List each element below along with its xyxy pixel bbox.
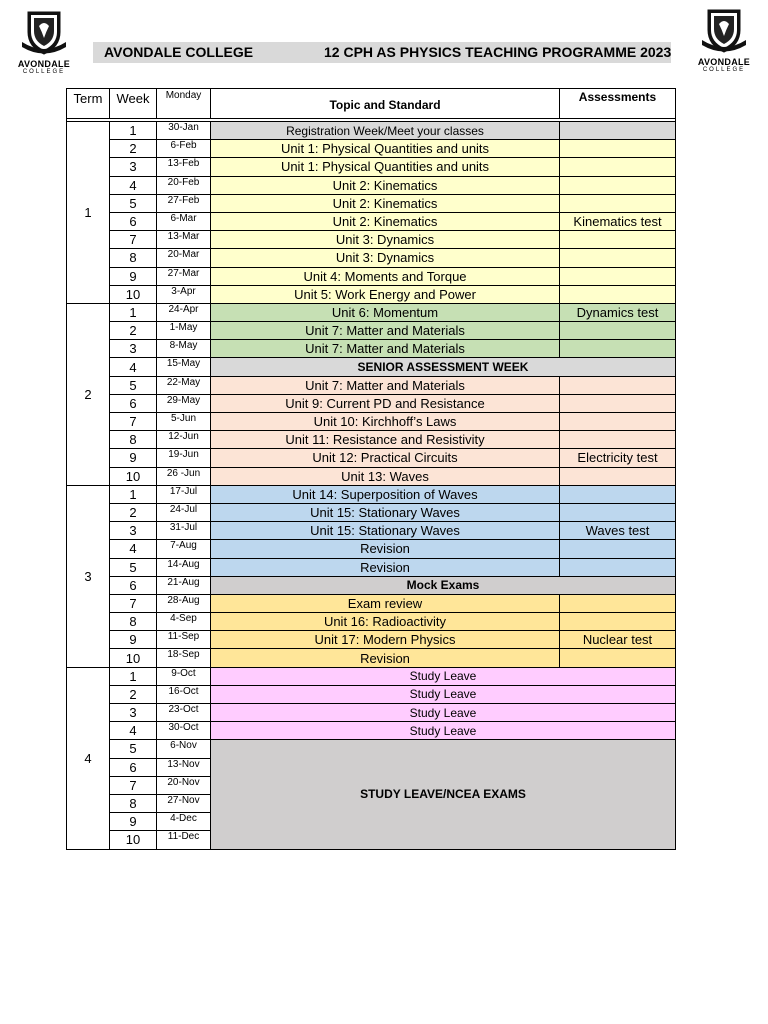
assessment-cell — [560, 194, 676, 212]
table-row — [67, 649, 676, 667]
table-row — [67, 431, 676, 449]
monday-date-cell: 20-Nov — [157, 776, 211, 794]
assessment-cell: Dynamics test — [560, 303, 676, 321]
topic-cell: Unit 2: Kinematics — [211, 212, 560, 230]
week-cell: 9 — [110, 449, 157, 467]
assessment-cell — [560, 285, 676, 303]
topic-cell: Unit 15: Stationary Waves — [211, 522, 560, 540]
assessment-cell — [560, 394, 676, 412]
week-cell: 1 — [110, 122, 157, 140]
topic-cell: Unit 7: Matter and Materials — [211, 376, 560, 394]
week-cell: 4 — [110, 358, 157, 376]
week-cell: 10 — [110, 285, 157, 303]
topic-cell: Unit 5: Work Energy and Power — [211, 285, 560, 303]
monday-date-cell: 23-Oct — [157, 704, 211, 722]
monday-date-cell: 29-May — [157, 394, 211, 412]
topic-cell: Unit 12: Practical Circuits — [211, 449, 560, 467]
assessment-cell — [560, 158, 676, 176]
table-row — [67, 467, 676, 485]
monday-date-cell: 22-May — [157, 376, 211, 394]
college-logo-right — [697, 6, 751, 80]
assessment-cell — [560, 485, 676, 503]
assessment-cell — [560, 122, 676, 140]
topic-cell: Unit 3: Dynamics — [211, 249, 560, 267]
topic-cell: Unit 3: Dynamics — [211, 231, 560, 249]
topic-cell: Unit 7: Matter and Materials — [211, 322, 560, 340]
table-row — [67, 140, 676, 158]
table-row — [67, 558, 676, 576]
week-cell: 5 — [110, 558, 157, 576]
crest-shield-icon — [699, 6, 749, 56]
table-row — [67, 303, 676, 321]
week-cell: 3 — [110, 522, 157, 540]
term-header: Term — [67, 89, 110, 119]
topic-cell: Study Leave — [211, 685, 676, 703]
week-cell: 7 — [110, 231, 157, 249]
assessment-cell — [560, 613, 676, 631]
week-cell: 5 — [110, 194, 157, 212]
assessment-cell — [560, 376, 676, 394]
exam-period-cell: STUDY LEAVE/NCEA EXAMS — [211, 740, 676, 849]
monday-date-cell: 13-Feb — [157, 158, 211, 176]
week-cell: 8 — [110, 613, 157, 631]
topic-cell: Unit 6: Momentum — [211, 303, 560, 321]
table-row — [67, 667, 676, 685]
teaching-programme-table — [66, 88, 676, 850]
monday-date-cell: 6-Feb — [157, 140, 211, 158]
monday-date-cell: 31-Jul — [157, 522, 211, 540]
monday-date-cell: 27-Nov — [157, 794, 211, 812]
monday-date-cell: 6-Nov — [157, 740, 211, 758]
week-cell: 3 — [110, 704, 157, 722]
assessment-cell: Nuclear test — [560, 631, 676, 649]
topic-cell: Unit 16: Radioactivity — [211, 613, 560, 631]
logo-subname: COLLEGE — [22, 69, 66, 75]
assessment-cell — [560, 249, 676, 267]
week-cell: 5 — [110, 376, 157, 394]
title-bar — [93, 42, 671, 63]
table-row — [67, 322, 676, 340]
monday-date-cell: 30-Oct — [157, 722, 211, 740]
assessment-cell: Electricity test — [560, 449, 676, 467]
topic-cell: Study Leave — [211, 667, 676, 685]
term-cell: 1 — [67, 122, 110, 304]
table-row — [67, 722, 676, 740]
topic-cell: Unit 17: Modern Physics — [211, 631, 560, 649]
monday-date-cell: 26 -Jun — [157, 467, 211, 485]
week-cell: 1 — [110, 303, 157, 321]
week-cell: 2 — [110, 503, 157, 521]
topic-cell: Exam review — [211, 594, 560, 612]
topic-cell: Unit 15: Stationary Waves — [211, 503, 560, 521]
week-cell: 1 — [110, 485, 157, 503]
table-row — [67, 685, 676, 703]
table-row — [67, 249, 676, 267]
table-row — [67, 176, 676, 194]
table-body — [67, 119, 676, 850]
monday-date-cell: 16-Oct — [157, 685, 211, 703]
monday-date-cell: 8-May — [157, 340, 211, 358]
crest-shield-icon — [19, 8, 69, 58]
week-cell: 4 — [110, 540, 157, 558]
monday-date-cell: 3-Apr — [157, 285, 211, 303]
monday-date-cell: 17-Jul — [157, 485, 211, 503]
topic-cell: Revision — [211, 558, 560, 576]
banner-cell: SENIOR ASSESSMENT WEEK — [211, 358, 676, 376]
week-cell: 9 — [110, 813, 157, 831]
monday-header: Monday — [157, 89, 211, 119]
topic-cell: Study Leave — [211, 722, 676, 740]
college-logo-left — [17, 8, 71, 82]
banner-cell: Mock Exams — [211, 576, 676, 594]
monday-date-cell: 1-May — [157, 322, 211, 340]
week-cell: 9 — [110, 267, 157, 285]
week-cell: 4 — [110, 722, 157, 740]
assessment-cell — [560, 594, 676, 612]
week-header: Week — [110, 89, 157, 119]
monday-date-cell: 24-Apr — [157, 303, 211, 321]
table-row — [67, 122, 676, 140]
monday-date-cell: 12-Jun — [157, 431, 211, 449]
table-row — [67, 394, 676, 412]
table-row — [67, 449, 676, 467]
term-cell: 3 — [67, 485, 110, 667]
table-row — [67, 413, 676, 431]
topic-cell: Registration Week/Meet your classes — [211, 122, 560, 140]
week-cell: 7 — [110, 413, 157, 431]
assessment-cell — [560, 322, 676, 340]
logo-subname: COLLEGE — [702, 67, 746, 73]
table-row — [67, 194, 676, 212]
monday-date-cell: 13-Mar — [157, 231, 211, 249]
week-cell: 8 — [110, 249, 157, 267]
table-row — [67, 376, 676, 394]
monday-date-cell: 20-Mar — [157, 249, 211, 267]
monday-date-cell: 4-Dec — [157, 813, 211, 831]
topic-cell: Study Leave — [211, 704, 676, 722]
assessment-cell — [560, 267, 676, 285]
monday-date-cell: 21-Aug — [157, 576, 211, 594]
topic-cell: Unit 11: Resistance and Resistivity — [211, 431, 560, 449]
topic-cell: Unit 7: Matter and Materials — [211, 340, 560, 358]
assessment-cell — [560, 231, 676, 249]
monday-date-cell: 4-Sep — [157, 613, 211, 631]
topic-cell: Unit 1: Physical Quantities and units — [211, 158, 560, 176]
week-cell: 8 — [110, 794, 157, 812]
monday-date-cell: 5-Jun — [157, 413, 211, 431]
college-name: AVONDALE COLLEGE — [104, 44, 254, 60]
term-cell: 2 — [67, 303, 110, 485]
table-row — [67, 231, 676, 249]
week-cell: 7 — [110, 776, 157, 794]
monday-date-cell: 24-Jul — [157, 503, 211, 521]
table-row — [67, 540, 676, 558]
assessment-cell — [560, 503, 676, 521]
topic-cell: Unit 13: Waves — [211, 467, 560, 485]
assessment-cell — [560, 431, 676, 449]
table-row — [67, 576, 676, 594]
week-cell: 2 — [110, 322, 157, 340]
table-row — [67, 340, 676, 358]
term-cell: 4 — [67, 667, 110, 849]
week-cell: 6 — [110, 394, 157, 412]
topic-cell: Unit 9: Current PD and Resistance — [211, 394, 560, 412]
week-cell: 8 — [110, 431, 157, 449]
week-cell: 6 — [110, 576, 157, 594]
monday-date-cell: 18-Sep — [157, 649, 211, 667]
topic-cell: Unit 2: Kinematics — [211, 176, 560, 194]
monday-date-cell: 9-Oct — [157, 667, 211, 685]
monday-date-cell: 20-Feb — [157, 176, 211, 194]
monday-date-cell: 27-Feb — [157, 194, 211, 212]
table-row — [67, 285, 676, 303]
week-cell: 3 — [110, 340, 157, 358]
topic-cell: Unit 10: Kirchhoff’s Laws — [211, 413, 560, 431]
table-row — [67, 358, 676, 376]
week-cell: 1 — [110, 667, 157, 685]
table-row — [67, 522, 676, 540]
week-cell: 2 — [110, 140, 157, 158]
topic-cell: Revision — [211, 649, 560, 667]
assessments-header: Assessments — [560, 89, 676, 119]
logo-name: AVONDALE — [17, 59, 71, 69]
monday-date-cell: 7-Aug — [157, 540, 211, 558]
week-cell: 9 — [110, 631, 157, 649]
table-row — [67, 503, 676, 521]
assessment-cell: Waves test — [560, 522, 676, 540]
week-cell: 6 — [110, 212, 157, 230]
table-row — [67, 704, 676, 722]
monday-date-cell: 19-Jun — [157, 449, 211, 467]
assessment-cell — [560, 540, 676, 558]
week-cell: 10 — [110, 649, 157, 667]
assessment-cell — [560, 176, 676, 194]
monday-date-cell: 27-Mar — [157, 267, 211, 285]
monday-date-cell: 14-Aug — [157, 558, 211, 576]
topic-cell: Unit 1: Physical Quantities and units — [211, 140, 560, 158]
assessment-cell — [560, 649, 676, 667]
assessment-cell — [560, 413, 676, 431]
week-cell: 6 — [110, 758, 157, 776]
monday-date-cell: 6-Mar — [157, 212, 211, 230]
table-row — [67, 613, 676, 631]
topic-cell: Unit 2: Kinematics — [211, 194, 560, 212]
monday-date-cell: 13-Nov — [157, 758, 211, 776]
table-row — [67, 485, 676, 503]
topic-cell: Revision — [211, 540, 560, 558]
table-row — [67, 212, 676, 230]
week-cell: 5 — [110, 740, 157, 758]
week-cell: 10 — [110, 467, 157, 485]
table-row — [67, 740, 676, 758]
table-row — [67, 158, 676, 176]
monday-date-cell: 28-Aug — [157, 594, 211, 612]
assessment-cell — [560, 558, 676, 576]
table-row — [67, 631, 676, 649]
programme-title: 12 CPH AS PHYSICS TEACHING PROGRAMME 2023 — [324, 44, 672, 60]
monday-date-cell: 11-Sep — [157, 631, 211, 649]
assessment-cell — [560, 340, 676, 358]
table-header-row — [67, 89, 676, 119]
topic-cell: Unit 14: Superposition of Waves — [211, 485, 560, 503]
week-cell: 2 — [110, 685, 157, 703]
logo-name: AVONDALE — [697, 57, 751, 67]
topic-header: Topic and Standard — [211, 89, 560, 119]
week-cell: 7 — [110, 594, 157, 612]
table-row — [67, 594, 676, 612]
week-cell: 4 — [110, 176, 157, 194]
monday-date-cell: 30-Jan — [157, 122, 211, 140]
monday-date-cell: 11-Dec — [157, 831, 211, 849]
assessment-cell: Kinematics test — [560, 212, 676, 230]
monday-date-cell: 15-May — [157, 358, 211, 376]
table-row — [67, 267, 676, 285]
week-cell: 3 — [110, 158, 157, 176]
week-cell: 10 — [110, 831, 157, 849]
assessment-cell — [560, 140, 676, 158]
topic-cell: Unit 4: Moments and Torque — [211, 267, 560, 285]
assessment-cell — [560, 467, 676, 485]
